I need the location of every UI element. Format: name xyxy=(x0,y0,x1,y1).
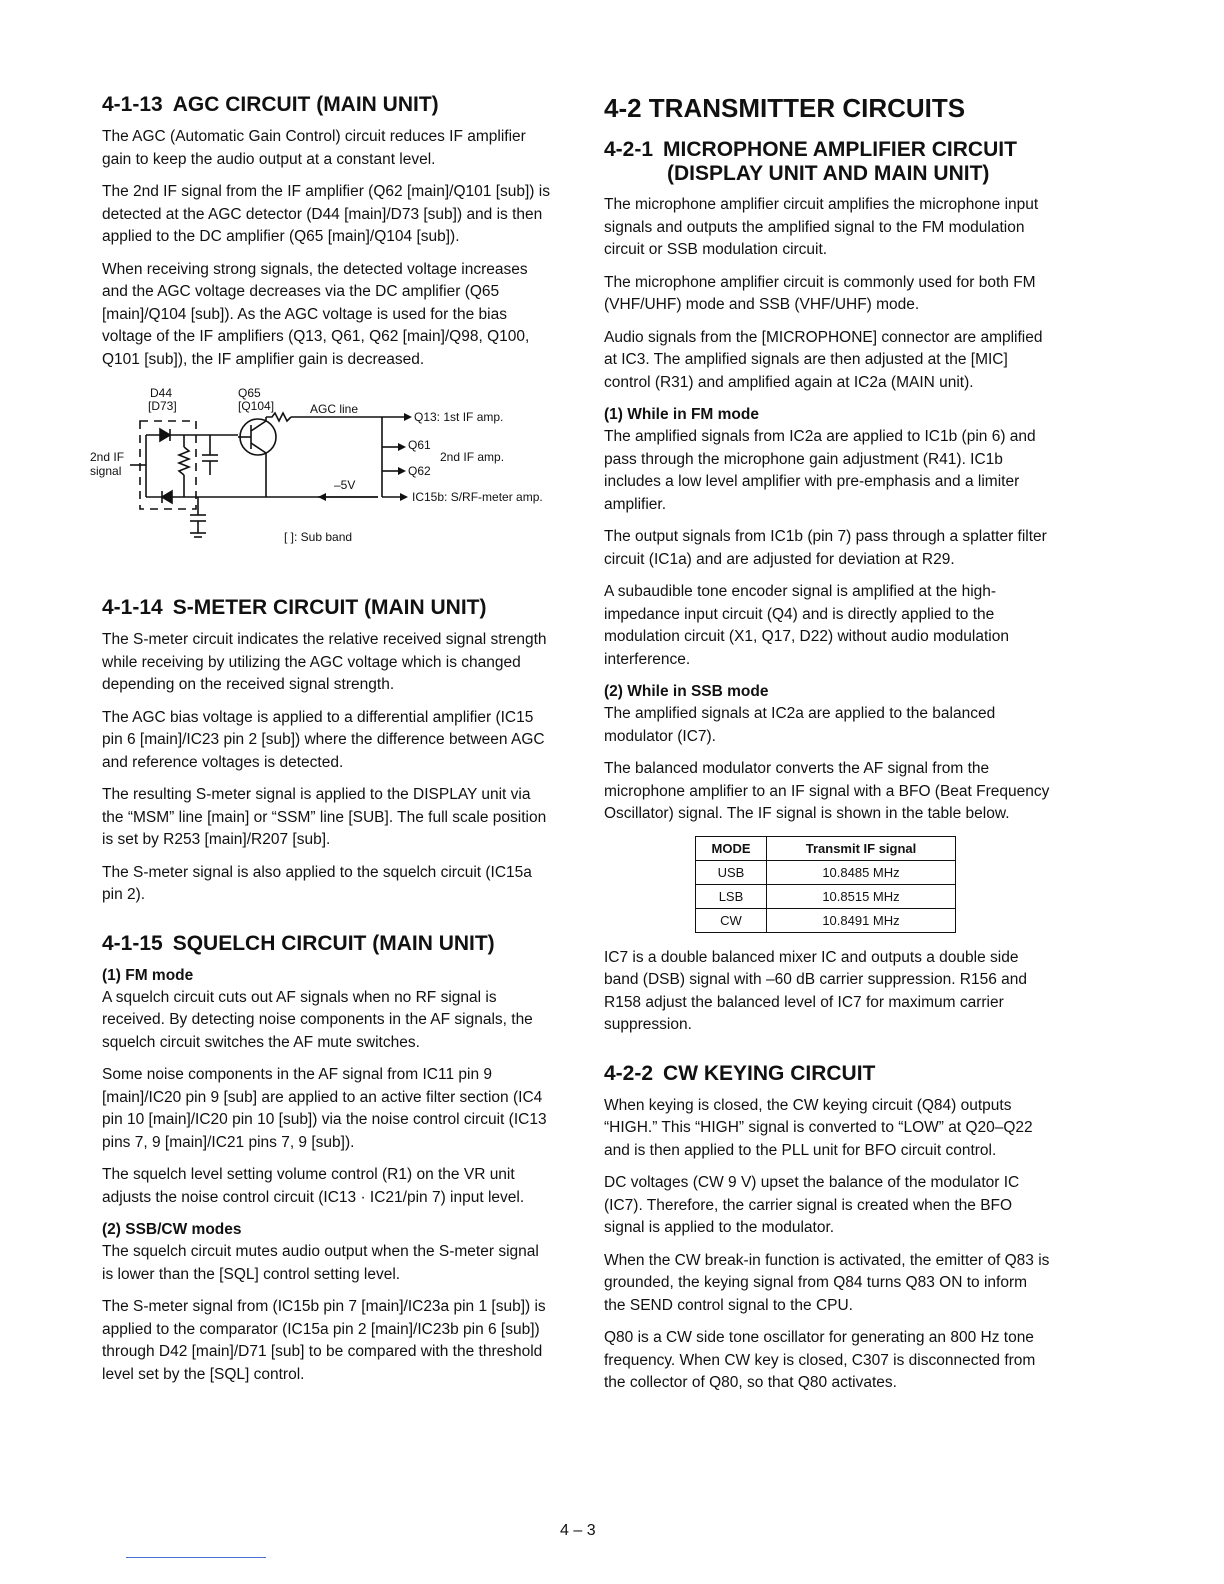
section-heading-squelch xyxy=(102,931,550,957)
diagram-label: IC15b: S/RF-meter amp. xyxy=(412,490,543,504)
chapter-title: 4-2 TRANSMITTER CIRCUITS xyxy=(604,93,966,123)
section-number: 4-1-14 xyxy=(102,596,163,619)
table-row xyxy=(696,908,956,932)
subheading: (1) While in FM mode xyxy=(604,406,759,423)
subheading: (2) While in SSB mode xyxy=(604,683,769,700)
paragraph: The microphone amplifier circuit amplifies the microphone input signals and outputs the amplified signal to the FM modulation circuit or SSB modulation circuit. xyxy=(604,196,1039,258)
diagram-label: D44 xyxy=(150,386,173,400)
section-number: 4-1-13 xyxy=(102,93,163,116)
section-title: S-METER CIRCUIT (MAIN UNIT) xyxy=(172,596,487,619)
table-cell: 10.8485 MHz xyxy=(767,860,956,884)
paragraph: The 2nd IF signal from the IF amplifier (Q62 [main]/Q101 [sub]) is detected at the AGC detector (D44 [main]/D73 [sub]) and is then applied to the DC amplifier (Q65 [main]/Q104 [sub]). xyxy=(102,183,550,245)
paragraph: IC7 is a double balanced mixer IC and outputs a double side band (DSB) signal with –60 dB carrier suppression. R156 and R158 adjust the balanced level of IC7 for maximum carrier suppression. xyxy=(604,948,1028,1033)
section-number: 4-2-2 xyxy=(604,1061,654,1085)
table-cell: LSB xyxy=(696,884,767,908)
paragraph: The balanced modulator converts the AF signal from the microphone amplifier to an IF signal with a BFO (Beat Frequency Oscillator) signal. The IF signal is shown in the table below. xyxy=(604,760,1050,822)
subheading: (2) SSB/CW modes xyxy=(102,1221,242,1238)
paragraph: A subaudible tone encoder signal is amplified at the high-impedance input circuit (Q4) and is directly applied to the modulation circuit (X1, Q17, D22) without audio modulation interference. xyxy=(604,583,1009,668)
transmit-if-table xyxy=(695,836,956,933)
paragraph: A squelch circuit cuts out AF signals when no RF signal is received. By detecting noise components in the AF signals, the squelch circuit switches the AF mute switches. xyxy=(102,988,533,1051)
paragraph: Audio signals from the [MICROPHONE] connector are amplified at IC3. The amplified signals are then adjusted at the [MIC] control (R31) and amplified again at IC2a (MAIN unit). xyxy=(604,328,1043,391)
section-number: 4-1-15 xyxy=(102,931,163,955)
paragraph: The amplified signals at IC2a are applied to the balanced modulator (IC7). xyxy=(604,705,996,745)
section-title: SQUELCH CIRCUIT (MAIN UNIT) xyxy=(172,931,495,955)
paragraph: Some noise components in the AF signal from IC11 pin 9 [main]/IC20 pin 9 [sub] are applied to an active filter section (IC4 pin 10 [main]/IC20 pin 10 [sub]) via the noise control circuit (IC13 pins 7, 9 [main]/IC21 pins 7, 9 [sub]). xyxy=(102,1066,547,1151)
paragraph: When receiving strong signals, the detected voltage increases and the AGC voltage decreases via the DC amplifier (Q65 [main]/Q104 [sub]). As the AGC voltage is used for the bias voltage of the IF amplifiers (Q13, Q61, Q62 [main]/Q98, Q100, Q101 [sub]), the IF amplifier gain is decreased. xyxy=(102,260,530,368)
paragraph: The squelch level setting volume control (R1) on the VR unit adjusts the noise control circuit (IC13 · IC21/pin 7) input level. xyxy=(102,1166,525,1206)
paragraph: The squelch circuit mutes audio output when the S-meter signal is lower than the [SQL] control setting level. xyxy=(102,1243,539,1283)
section-heading-mic-amp xyxy=(604,138,1052,186)
diagram-label: 2nd IF amp. xyxy=(440,450,505,464)
table-header: MODE xyxy=(696,836,767,860)
diagram-label: Q61 xyxy=(408,438,431,452)
diagram-label: Q65 xyxy=(238,386,261,400)
paragraph: The S-meter signal is also applied to the squelch circuit (IC15a pin 2). xyxy=(102,863,532,903)
section-heading-smeter xyxy=(102,595,550,621)
section-heading-cw-keying xyxy=(604,1061,1052,1087)
paragraph: The S-meter circuit indicates the relative received signal strength while receiving by utilizing the AGC voltage which is changed depending on the received signal strength. xyxy=(102,631,547,693)
paragraph: DC voltages (CW 9 V) upset the balance of the modulator IC (IC7). Therefore, the carrier signal is created when the BFO signal is applied to the modulator. xyxy=(604,1174,1020,1236)
table-cell: 10.8515 MHz xyxy=(767,884,956,908)
footer-rule xyxy=(126,1557,266,1558)
paragraph: The AGC (Automatic Gain Control) circuit reduces IF amplifier gain to keep the audio output at a constant level. xyxy=(102,128,526,168)
page-number: 4 – 3 xyxy=(560,1522,596,1539)
diagram-label: [ ]: Sub band xyxy=(284,530,353,544)
paragraph: The output signals from IC1b (pin 7) pass through a splatter filter circuit (IC1a) and are adjusted for deviation at R29. xyxy=(604,528,1047,568)
table-cell: 10.8491 MHz xyxy=(767,908,956,932)
paragraph: When the CW break-in function is activated, the emitter of Q83 is grounded, the keying signal from Q84 turns Q83 ON to inform the SEND control signal to the CPU. xyxy=(604,1251,1050,1314)
section-number: 4-2-1 xyxy=(604,138,654,161)
table-header-row xyxy=(696,836,956,860)
diagram-label: –5V xyxy=(334,478,356,492)
diagram-label: [D73] xyxy=(148,399,177,413)
right-column xyxy=(604,92,1052,1405)
table-row xyxy=(696,860,956,884)
table-cell: CW xyxy=(696,908,767,932)
section-heading-agc xyxy=(102,92,550,118)
diagram-label: Q13: 1st IF amp. xyxy=(414,410,504,424)
diagram-label: signal xyxy=(90,464,122,478)
section-title: AGC CIRCUIT (MAIN UNIT) xyxy=(172,93,439,116)
paragraph: The amplified signals from IC2a are applied to IC1b (pin 6) and pass through the microphone gain adjustment (R41). IC1b includes a low level amplifier with pre-emphasis and a limiter amplifier. xyxy=(604,428,1036,513)
diagram-label: Q62 xyxy=(408,464,431,478)
section-title: CW KEYING CIRCUIT xyxy=(663,1061,876,1085)
paragraph: The resulting S-meter signal is applied to the DISPLAY unit via the “MSM” line [main] or “SSM” line [SUB]. The full scale position is set by R253 [main]/R207 [sub]. xyxy=(102,786,547,848)
section-title: MICROPHONE AMPLIFIER CIRCUIT xyxy=(663,138,1017,161)
section-title-line2: (DISPLAY UNIT AND MAIN UNIT) xyxy=(667,162,990,185)
table-row xyxy=(696,884,956,908)
diagram-label: AGC line xyxy=(310,402,359,416)
diagram-label: 2nd IF xyxy=(90,450,125,464)
paragraph: The AGC bias voltage is applied to a differential amplifier (IC15 pin 6 [main]/IC23 pin 2 [sub]) where the difference between AGC and reference voltages is detected. xyxy=(102,708,545,771)
left-column xyxy=(90,92,550,1396)
paragraph: The S-meter signal from (IC15b pin 7 [main]/IC23a pin 1 [sub]) is applied to the comparator (IC15a pin 2 [main]/IC23b pin 6 [sub]) through D42 [main]/D71 [sub] to be compared with the threshold level set by the [SQL] control. xyxy=(102,1298,546,1383)
paragraph: The microphone amplifier circuit is commonly used for both FM (VHF/UHF) mode and SSB (VHF/UHF) mode. xyxy=(604,273,1036,313)
table-header: Transmit IF signal xyxy=(767,836,956,860)
paragraph: Q80 is a CW side tone oscillator for generating an 800 Hz tone frequency. When CW key is closed, C307 is disconnected from the collector of Q80, so that Q80 activates. xyxy=(604,1329,1036,1391)
table-cell: USB xyxy=(696,860,767,884)
paragraph: When keying is closed, the CW keying circuit (Q84) outputs “HIGH.” This “HIGH” signal is converted to “LOW” at Q20–Q22 and is then applied to the PLL unit for BFO circuit control. xyxy=(604,1096,1033,1159)
agc-circuit-diagram xyxy=(88,385,550,555)
diagram-label: [Q104] xyxy=(238,399,275,413)
subheading: (1) FM mode xyxy=(102,966,194,984)
